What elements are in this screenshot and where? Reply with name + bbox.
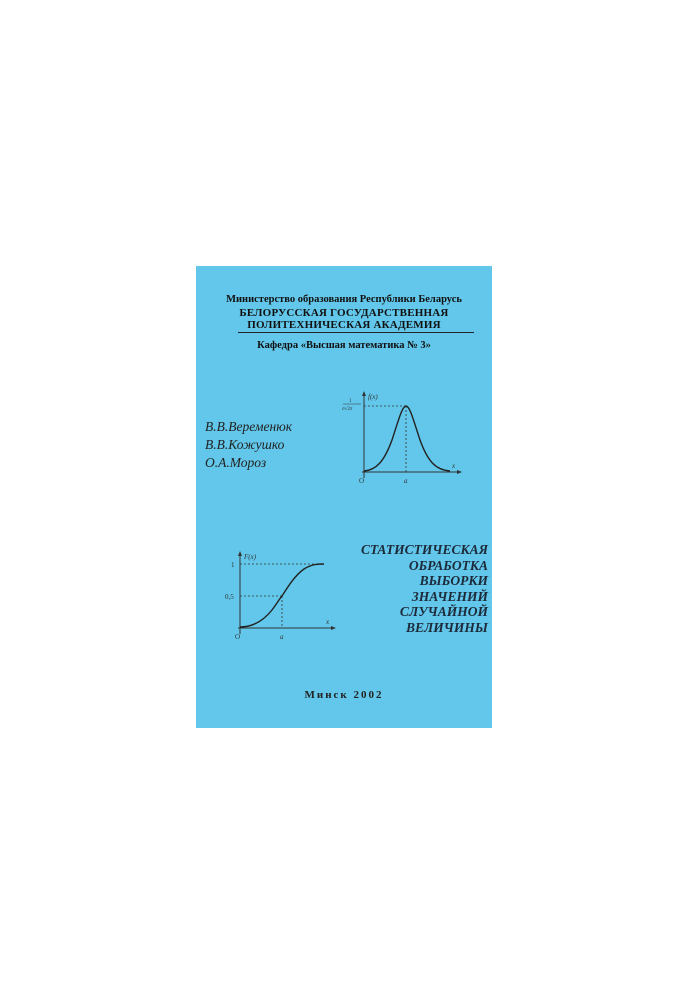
density-x-arrow bbox=[457, 470, 462, 474]
cdf-tick-one: 1 bbox=[231, 561, 235, 569]
title-line: ОБРАБОТКА bbox=[408, 557, 488, 573]
book-title bbox=[336, 542, 488, 635]
book-cover bbox=[196, 266, 492, 728]
cdf-mean-label: a bbox=[280, 633, 284, 641]
cdf-origin-label: O bbox=[235, 633, 241, 641]
title-line: СТАТИСТИЧЕСКАЯ bbox=[361, 542, 488, 557]
header-divider bbox=[238, 332, 474, 333]
author-name: О.А.Мороз bbox=[205, 455, 267, 470]
cdf-tick-half: 0,5 bbox=[225, 593, 234, 601]
ministry-text: Министерство образования Республики Беларусь bbox=[226, 294, 462, 305]
city-year: Минск 2002 bbox=[304, 689, 384, 701]
cdf-y-label: F(x) bbox=[244, 553, 257, 561]
cdf-graph bbox=[212, 548, 342, 644]
density-y-arrow bbox=[362, 391, 366, 396]
density-graph bbox=[336, 388, 466, 490]
density-x-label: x bbox=[452, 462, 456, 470]
density-origin-label: O bbox=[359, 477, 365, 485]
title-line: ВЫБОРКИ bbox=[419, 573, 488, 588]
cdf-x-label: x bbox=[326, 618, 330, 626]
author-name: В.В.Веременюк bbox=[205, 419, 293, 434]
density-curve bbox=[364, 406, 450, 471]
cdf-y-arrow bbox=[238, 551, 242, 556]
department-text: Кафедра «Высшая математика № 3» bbox=[257, 340, 431, 351]
authors-list bbox=[205, 418, 292, 472]
title-line: СЛУЧАЙНОЙ bbox=[399, 604, 488, 619]
density-mean-label: a bbox=[404, 477, 408, 485]
title-line: ВЕЛИЧИНЫ bbox=[406, 619, 488, 635]
density-y-label: f(x) bbox=[368, 393, 378, 401]
title-line: ЗНАЧЕНИЙ bbox=[411, 588, 488, 604]
density-peak-numerator: 1 bbox=[349, 399, 352, 404]
author-name: В.В.Кожушко bbox=[205, 437, 285, 452]
university-line-1: БЕЛОРУССКАЯ ГОСУДАРСТВЕННАЯ bbox=[239, 307, 449, 319]
density-peak-denominator: σ√2π bbox=[342, 407, 353, 412]
university-line-2: ПОЛИТЕХНИЧЕСКАЯ АКАДЕМИЯ bbox=[247, 319, 441, 331]
